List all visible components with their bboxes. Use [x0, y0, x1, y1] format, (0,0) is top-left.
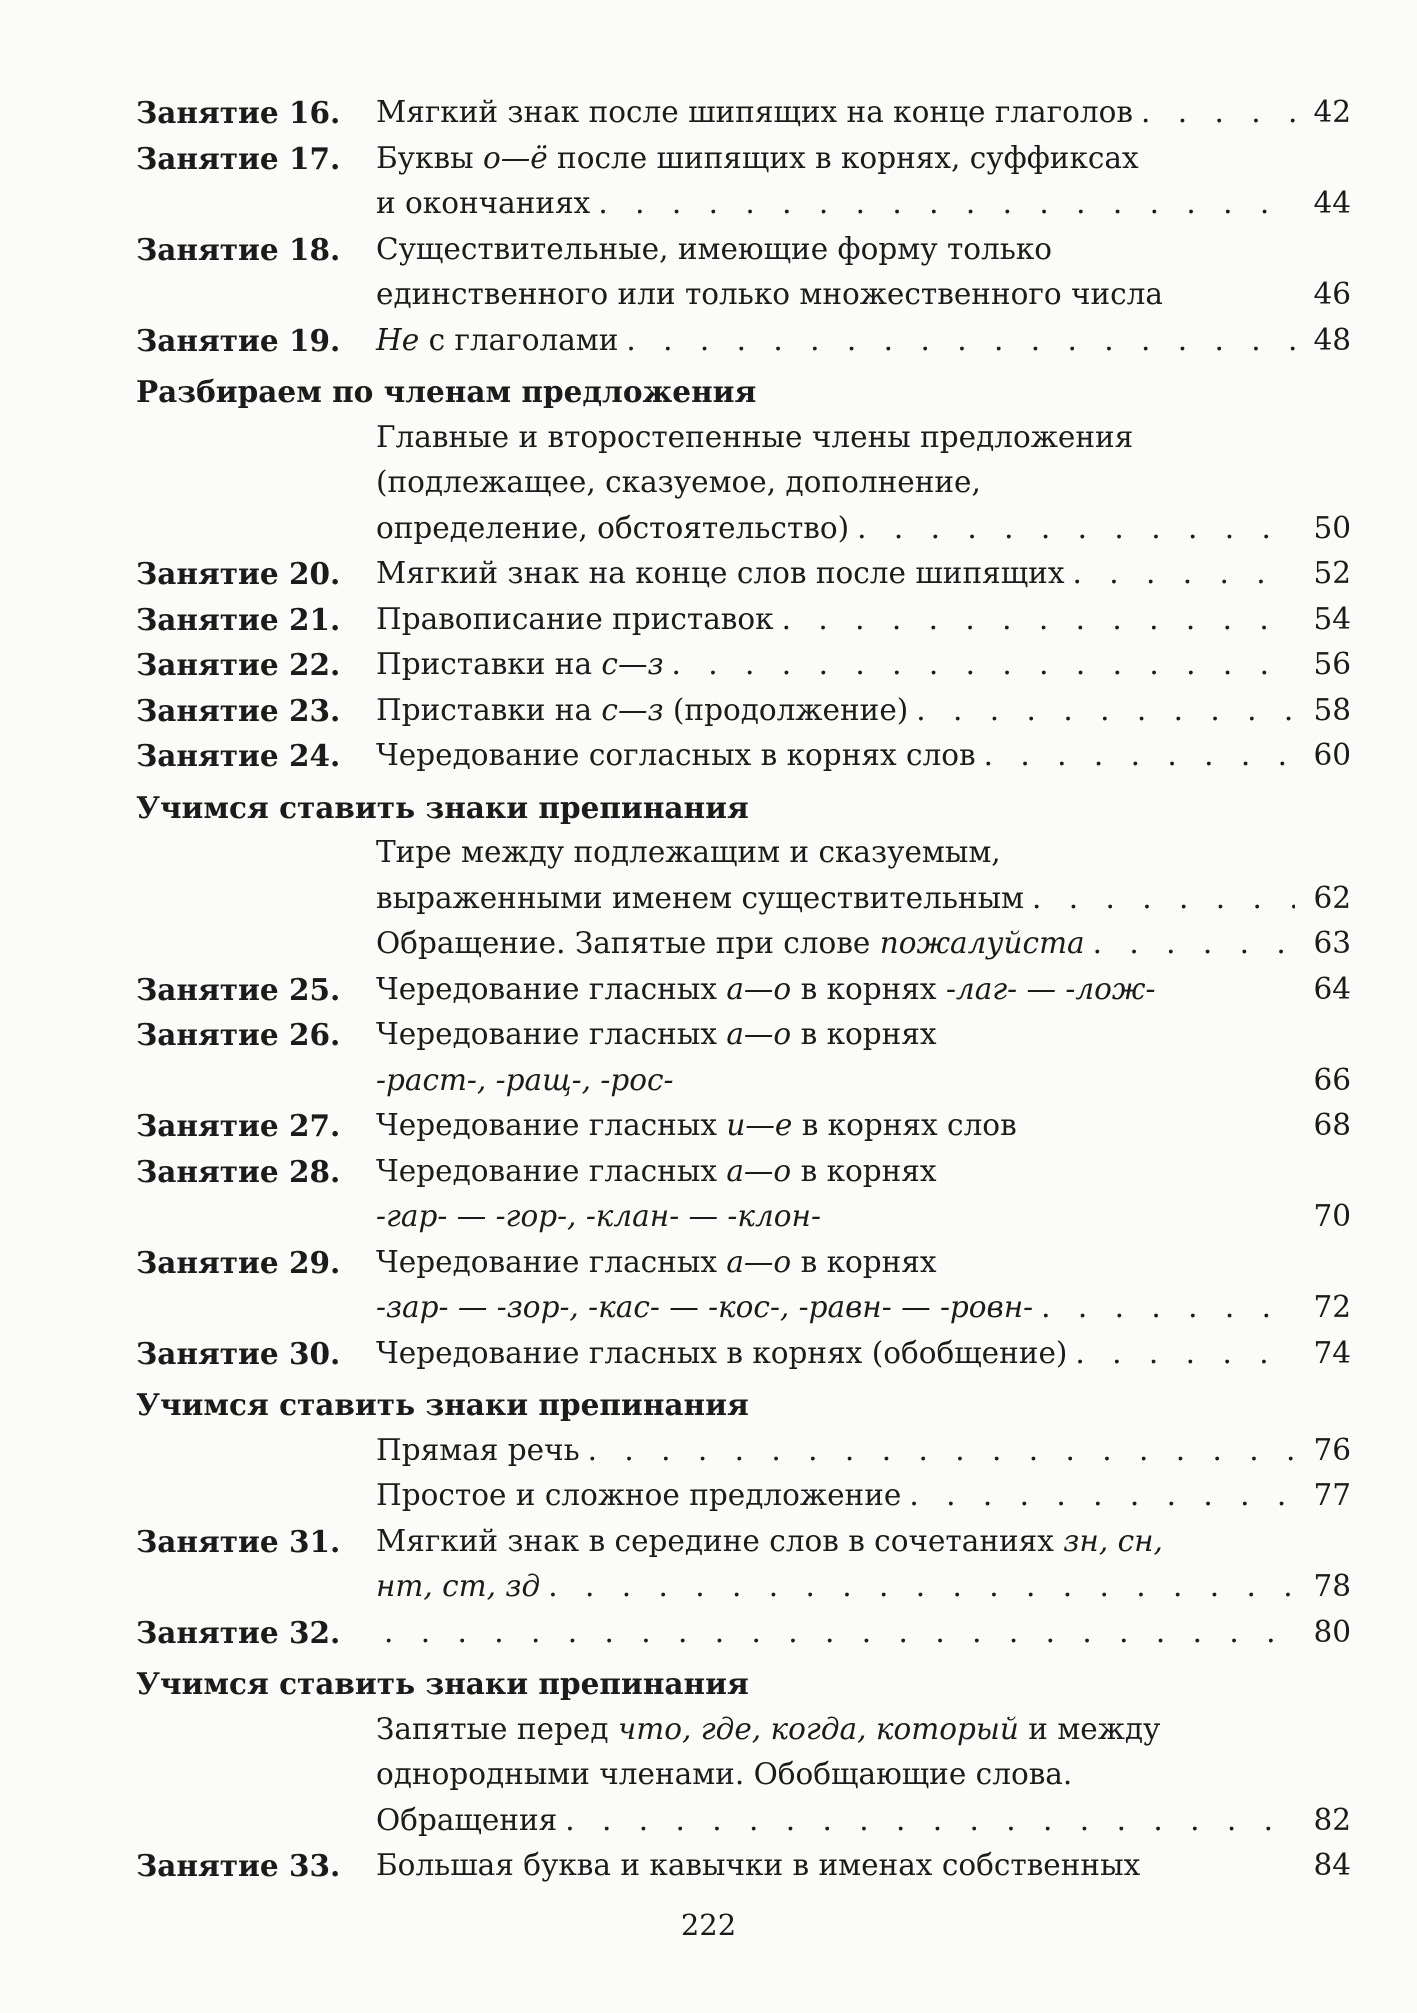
entry-title-line — [376, 1149, 1295, 1195]
entry-title-line — [376, 642, 1295, 688]
toc-entry — [136, 1331, 1351, 1377]
entry-title-line — [376, 1012, 1295, 1058]
entry-page-number: 66 — [1313, 1062, 1351, 1097]
entry-title-line — [376, 1798, 1295, 1844]
toc-entry — [136, 688, 1351, 734]
entry-text-run: в корнях — [791, 1153, 937, 1188]
entry-title-line — [376, 1564, 1295, 1610]
toc-entry — [136, 967, 1351, 1013]
entry-page-number: 48 — [1313, 322, 1351, 357]
entry-page-number: 68 — [1313, 1108, 1351, 1142]
lesson-label: Занятие 30. — [136, 1335, 341, 1371]
table-of-contents — [136, 90, 1351, 1889]
entry-title-line — [376, 1103, 1295, 1149]
entry-title — [376, 551, 1295, 597]
dot-leader — [580, 1428, 1295, 1474]
entry-title-text — [376, 90, 1133, 136]
dot-leader — [1067, 1331, 1295, 1377]
entry-title-line — [376, 1194, 1295, 1240]
entry-text-run: а—о — [726, 1244, 792, 1279]
dot-leader — [557, 1798, 1295, 1844]
entry-page-number: 58 — [1313, 692, 1351, 727]
entry-text-run: с глаголами — [419, 322, 619, 357]
entry-title — [376, 136, 1295, 227]
dot-leader — [1024, 876, 1295, 922]
entry-text-run: после шипящих в корнях, суффиксах — [547, 140, 1139, 175]
entry-title — [376, 1012, 1295, 1103]
entry-text-run: Чередование гласных в корнях (обобщение) — [376, 1335, 1068, 1370]
dot-leader — [664, 642, 1295, 688]
lesson-label: Занятие 23. — [136, 692, 341, 728]
entry-text-run: Большая буква и кавычки в именах собственных — [376, 1848, 1141, 1882]
lesson-label: Занятие 31. — [136, 1523, 341, 1559]
entry-text-run: в корнях слов — [792, 1108, 1017, 1142]
entry-page-number: 77 — [1313, 1478, 1351, 1512]
entry-title-text — [376, 597, 774, 643]
entry-text-run: Тире между подлежащим и сказуемым, — [376, 835, 1001, 869]
entry-title — [376, 318, 1295, 364]
toc-entry — [136, 1610, 1351, 1656]
entry-title — [376, 1149, 1295, 1240]
entry-title-text — [376, 1194, 821, 1240]
entry-title — [376, 733, 1295, 779]
entry-title-line — [376, 876, 1295, 922]
entry-title-text — [376, 1285, 1033, 1331]
toc-entry — [136, 136, 1351, 227]
entry-text-run: Мягкий знак на конце слов после шипящих — [376, 556, 1065, 590]
entry-text-run: и окончаниях — [376, 186, 591, 220]
dot-leader — [376, 1610, 1295, 1656]
entry-title — [376, 642, 1295, 688]
lesson-label: Занятие 26. — [136, 1017, 341, 1052]
entry-title-line — [376, 1331, 1295, 1377]
entry-title-line — [376, 318, 1295, 364]
entry-title — [376, 597, 1295, 643]
entry-text-run: а—о — [726, 1153, 792, 1188]
entry-page-number: 54 — [1313, 601, 1351, 636]
toc-entry — [136, 1103, 1351, 1149]
lesson-label: Занятие 18. — [136, 231, 341, 267]
entry-text-run: Не — [376, 322, 420, 357]
entry-title-text — [376, 1843, 1140, 1889]
entry-title — [376, 1519, 1295, 1610]
entry-title-line — [376, 272, 1295, 318]
entry-text-run: а—о — [726, 1017, 792, 1051]
lesson-label: Занятие 20. — [136, 556, 341, 591]
entry-title — [376, 1103, 1295, 1149]
entry-title — [376, 967, 1295, 1013]
entry-text-run: о—ё — [482, 140, 548, 175]
dot-leader — [1033, 1285, 1295, 1331]
entry-title — [376, 1473, 1295, 1519]
entry-page-number: 63 — [1313, 926, 1351, 960]
entry-title — [376, 227, 1295, 318]
toc-entry — [136, 597, 1351, 643]
entry-title-line — [376, 1752, 1295, 1798]
entry-page-number: 60 — [1313, 738, 1351, 772]
entry-title-text — [376, 1428, 580, 1474]
entry-text-run: и между — [1018, 1711, 1161, 1746]
entry-text-run: нт, ст, зд — [376, 1569, 541, 1603]
entry-text-run: -зар- — -зор-, -кас- — -кос-, -равн- — -ровн- — [376, 1290, 1034, 1324]
entry-title-line — [376, 921, 1295, 967]
lesson-label: Занятие 24. — [136, 738, 341, 773]
entry-title — [376, 1331, 1295, 1377]
entry-text-run: Обращение. Запятые при слове — [376, 926, 880, 960]
section-heading: Учимся ставить знаки препинания — [136, 1387, 749, 1422]
toc-entry — [136, 1240, 1351, 1331]
section-heading: Учимся ставить знаки препинания — [136, 789, 749, 825]
lesson-label: Занятие 27. — [136, 1108, 341, 1143]
lesson-label: Занятие 33. — [136, 1848, 341, 1883]
entry-title — [376, 90, 1295, 136]
entry-title-line — [376, 1610, 1295, 1656]
entry-text-run: с—з — [601, 647, 664, 681]
entry-text-run: Запятые перед — [376, 1711, 618, 1746]
entry-title-text — [376, 876, 1024, 922]
toc-entry — [136, 1428, 1351, 1474]
entry-page-number: 44 — [1313, 186, 1351, 220]
entry-text-run: Чередование согласных в корнях слов — [376, 738, 976, 772]
lesson-label: Занятие 22. — [136, 647, 341, 682]
entry-page-number: 46 — [1313, 277, 1351, 311]
entry-title-line — [376, 506, 1295, 552]
entry-page-number: 82 — [1313, 1802, 1351, 1837]
entry-text-run: Буквы — [376, 140, 483, 175]
entry-text-run: (подлежащее, сказуемое, дополнение, — [376, 465, 981, 499]
section-heading: Разбираем по членам предложения — [136, 374, 757, 409]
entry-title-text — [376, 506, 849, 552]
entry-text-run: Правописание приставок — [376, 601, 774, 636]
entry-title-line — [376, 1058, 1295, 1104]
entry-title — [376, 1843, 1295, 1889]
entry-title-line — [376, 1240, 1295, 1286]
entry-title-line — [376, 136, 1295, 182]
toc-entry — [136, 551, 1351, 597]
entry-title-text — [376, 1798, 557, 1844]
entry-page-number: 50 — [1313, 510, 1351, 545]
dot-leader — [1085, 921, 1295, 967]
dot-leader — [618, 318, 1295, 364]
entry-title-line — [376, 227, 1295, 273]
toc-entry — [136, 415, 1351, 552]
lesson-label: Занятие 17. — [136, 140, 341, 176]
toc-entry — [136, 642, 1351, 688]
entry-title-text — [376, 921, 1085, 967]
toc-entry — [136, 1473, 1351, 1519]
toc-entry — [136, 1519, 1351, 1610]
entry-text-run: Чередование гласных — [376, 1153, 727, 1188]
entry-title — [376, 921, 1295, 967]
dot-leader — [1133, 90, 1295, 136]
entry-text-run: Чередование гласных — [376, 1108, 727, 1142]
dot-leader — [774, 597, 1295, 643]
toc-entry — [136, 318, 1351, 364]
entry-text-run: в корнях — [791, 1244, 937, 1279]
entry-text-run: -раст-, -ращ-, -рос- — [376, 1062, 674, 1097]
entry-page-number: 56 — [1313, 647, 1351, 681]
entry-text-run: -гар- — -гор-, -клан- — -клон- — [376, 1199, 821, 1233]
entry-title — [376, 830, 1295, 921]
entry-title-text — [376, 1058, 673, 1104]
entry-title-text — [376, 642, 664, 688]
lesson-label: Занятие 32. — [136, 1614, 341, 1650]
entry-title-text — [376, 688, 908, 734]
lesson-label: Занятие 25. — [136, 971, 341, 1007]
entry-title-line — [376, 597, 1295, 643]
entry-text-run: Главные и второстепенные члены предложения — [376, 419, 1134, 454]
section-heading: Учимся ставить знаки препинания — [136, 1666, 749, 1701]
entry-title-line — [376, 1843, 1295, 1889]
entry-title — [376, 1610, 1295, 1656]
entry-page-number: 64 — [1313, 971, 1351, 1006]
entry-title-line — [376, 460, 1295, 506]
lesson-label: Занятие 21. — [136, 601, 341, 637]
entry-page-number: 62 — [1313, 880, 1351, 915]
dot-leader — [976, 733, 1295, 779]
entry-text-run: Простое и сложное предложение — [376, 1478, 902, 1512]
entry-page-number: 42 — [1313, 95, 1351, 129]
toc-entry — [136, 90, 1351, 136]
entry-title-text — [376, 1331, 1067, 1377]
page-number: 222 — [680, 1908, 737, 1942]
entry-text-run: однородными членами. Обобщающие слова. — [376, 1757, 1073, 1791]
entry-title-line — [376, 551, 1295, 597]
entry-title — [376, 415, 1295, 552]
entry-title-text — [376, 1473, 901, 1519]
entry-text-run: Мягкий знак после шипящих на конце глаголов — [376, 95, 1133, 129]
entry-page-number: 70 — [1313, 1199, 1351, 1233]
entry-title-text — [376, 1564, 540, 1610]
dot-leader — [849, 506, 1295, 552]
entry-text-run: (продолжение) — [663, 692, 909, 727]
entry-text-run: Мягкий знак в середине слов в сочетаниях — [376, 1523, 1064, 1558]
entry-title-line — [376, 90, 1295, 136]
lesson-label: Занятие 28. — [136, 1153, 341, 1189]
entry-title-text — [376, 318, 618, 364]
entry-text-run: а—о — [726, 971, 792, 1006]
entry-title-line — [376, 1428, 1295, 1474]
entry-page-number: 84 — [1313, 1848, 1351, 1882]
entry-text-run: с—з — [601, 692, 664, 727]
toc-entry — [136, 1149, 1351, 1240]
entry-title-line — [376, 1285, 1295, 1331]
toc-entry — [136, 227, 1351, 318]
entry-page-number: 72 — [1313, 1290, 1351, 1324]
entry-text-run: определение, обстоятельство) — [376, 510, 850, 545]
entry-text-run: Чередование гласных — [376, 1244, 727, 1279]
entry-text-run: зн, сн, — [1063, 1523, 1163, 1558]
dot-leader — [590, 181, 1295, 227]
dot-leader — [908, 688, 1295, 734]
entry-page-number: 52 — [1313, 556, 1351, 590]
toc-entry — [136, 733, 1351, 779]
toc-entry — [136, 830, 1351, 921]
entry-title — [376, 1240, 1295, 1331]
entry-title-text — [376, 181, 590, 227]
dot-leader — [1064, 551, 1295, 597]
entry-title-text — [376, 1103, 1017, 1149]
entry-text-run: Существительные, имеющие форму только — [376, 231, 1053, 266]
entry-text-run: -лаг- — -лож- — [945, 971, 1156, 1006]
entry-page-number: 78 — [1313, 1569, 1351, 1603]
entry-title-text — [376, 967, 1155, 1013]
entry-title — [376, 1707, 1295, 1844]
entry-title-line — [376, 1519, 1295, 1565]
entry-text-run: Прямая речь — [376, 1432, 580, 1467]
toc-entry — [136, 1012, 1351, 1103]
entry-text-run: и—е — [726, 1108, 793, 1142]
entry-title-line — [376, 1473, 1295, 1519]
dot-leader — [540, 1564, 1295, 1610]
entry-text-run: Чередование гласных — [376, 1017, 727, 1051]
lesson-label: Занятие 29. — [136, 1244, 341, 1280]
entry-title-line — [376, 1707, 1295, 1753]
entry-page-number: 74 — [1313, 1335, 1351, 1370]
entry-text-run: единственного или только множественного числа — [376, 277, 1163, 311]
toc-entry — [136, 1707, 1351, 1844]
entry-title — [376, 1428, 1295, 1474]
lesson-label: Занятие 19. — [136, 322, 341, 358]
entry-text-run: выраженными именем существительным — [376, 880, 1024, 915]
entry-text-run: что, где, когда, который — [617, 1711, 1019, 1746]
entry-text-run: пожалуйста — [879, 926, 1085, 960]
entry-title-text — [376, 733, 976, 779]
entry-text-run: Обращения — [376, 1802, 558, 1837]
entry-text-run: в корнях — [791, 971, 946, 1006]
entry-text-run: Чередование гласных — [376, 971, 727, 1006]
entry-page-number: 80 — [1313, 1614, 1351, 1649]
dot-leader — [901, 1473, 1295, 1519]
toc-entry — [136, 1843, 1351, 1889]
lesson-label: Занятие 16. — [136, 95, 341, 130]
entry-text-run: в корнях — [791, 1017, 937, 1051]
entry-title-line — [376, 967, 1295, 1013]
toc-entry — [136, 921, 1351, 967]
entry-title-line — [376, 415, 1295, 461]
entry-page-number: 76 — [1313, 1432, 1351, 1467]
entry-title — [376, 688, 1295, 734]
entry-title-line — [376, 733, 1295, 779]
entry-title-text — [376, 272, 1163, 318]
entry-title-line — [376, 688, 1295, 734]
entry-title-line — [376, 830, 1295, 876]
entry-title-line — [376, 181, 1295, 227]
entry-title-text — [376, 551, 1064, 597]
entry-text-run: Приставки на — [376, 692, 602, 727]
entry-text-run: Приставки на — [376, 647, 602, 681]
